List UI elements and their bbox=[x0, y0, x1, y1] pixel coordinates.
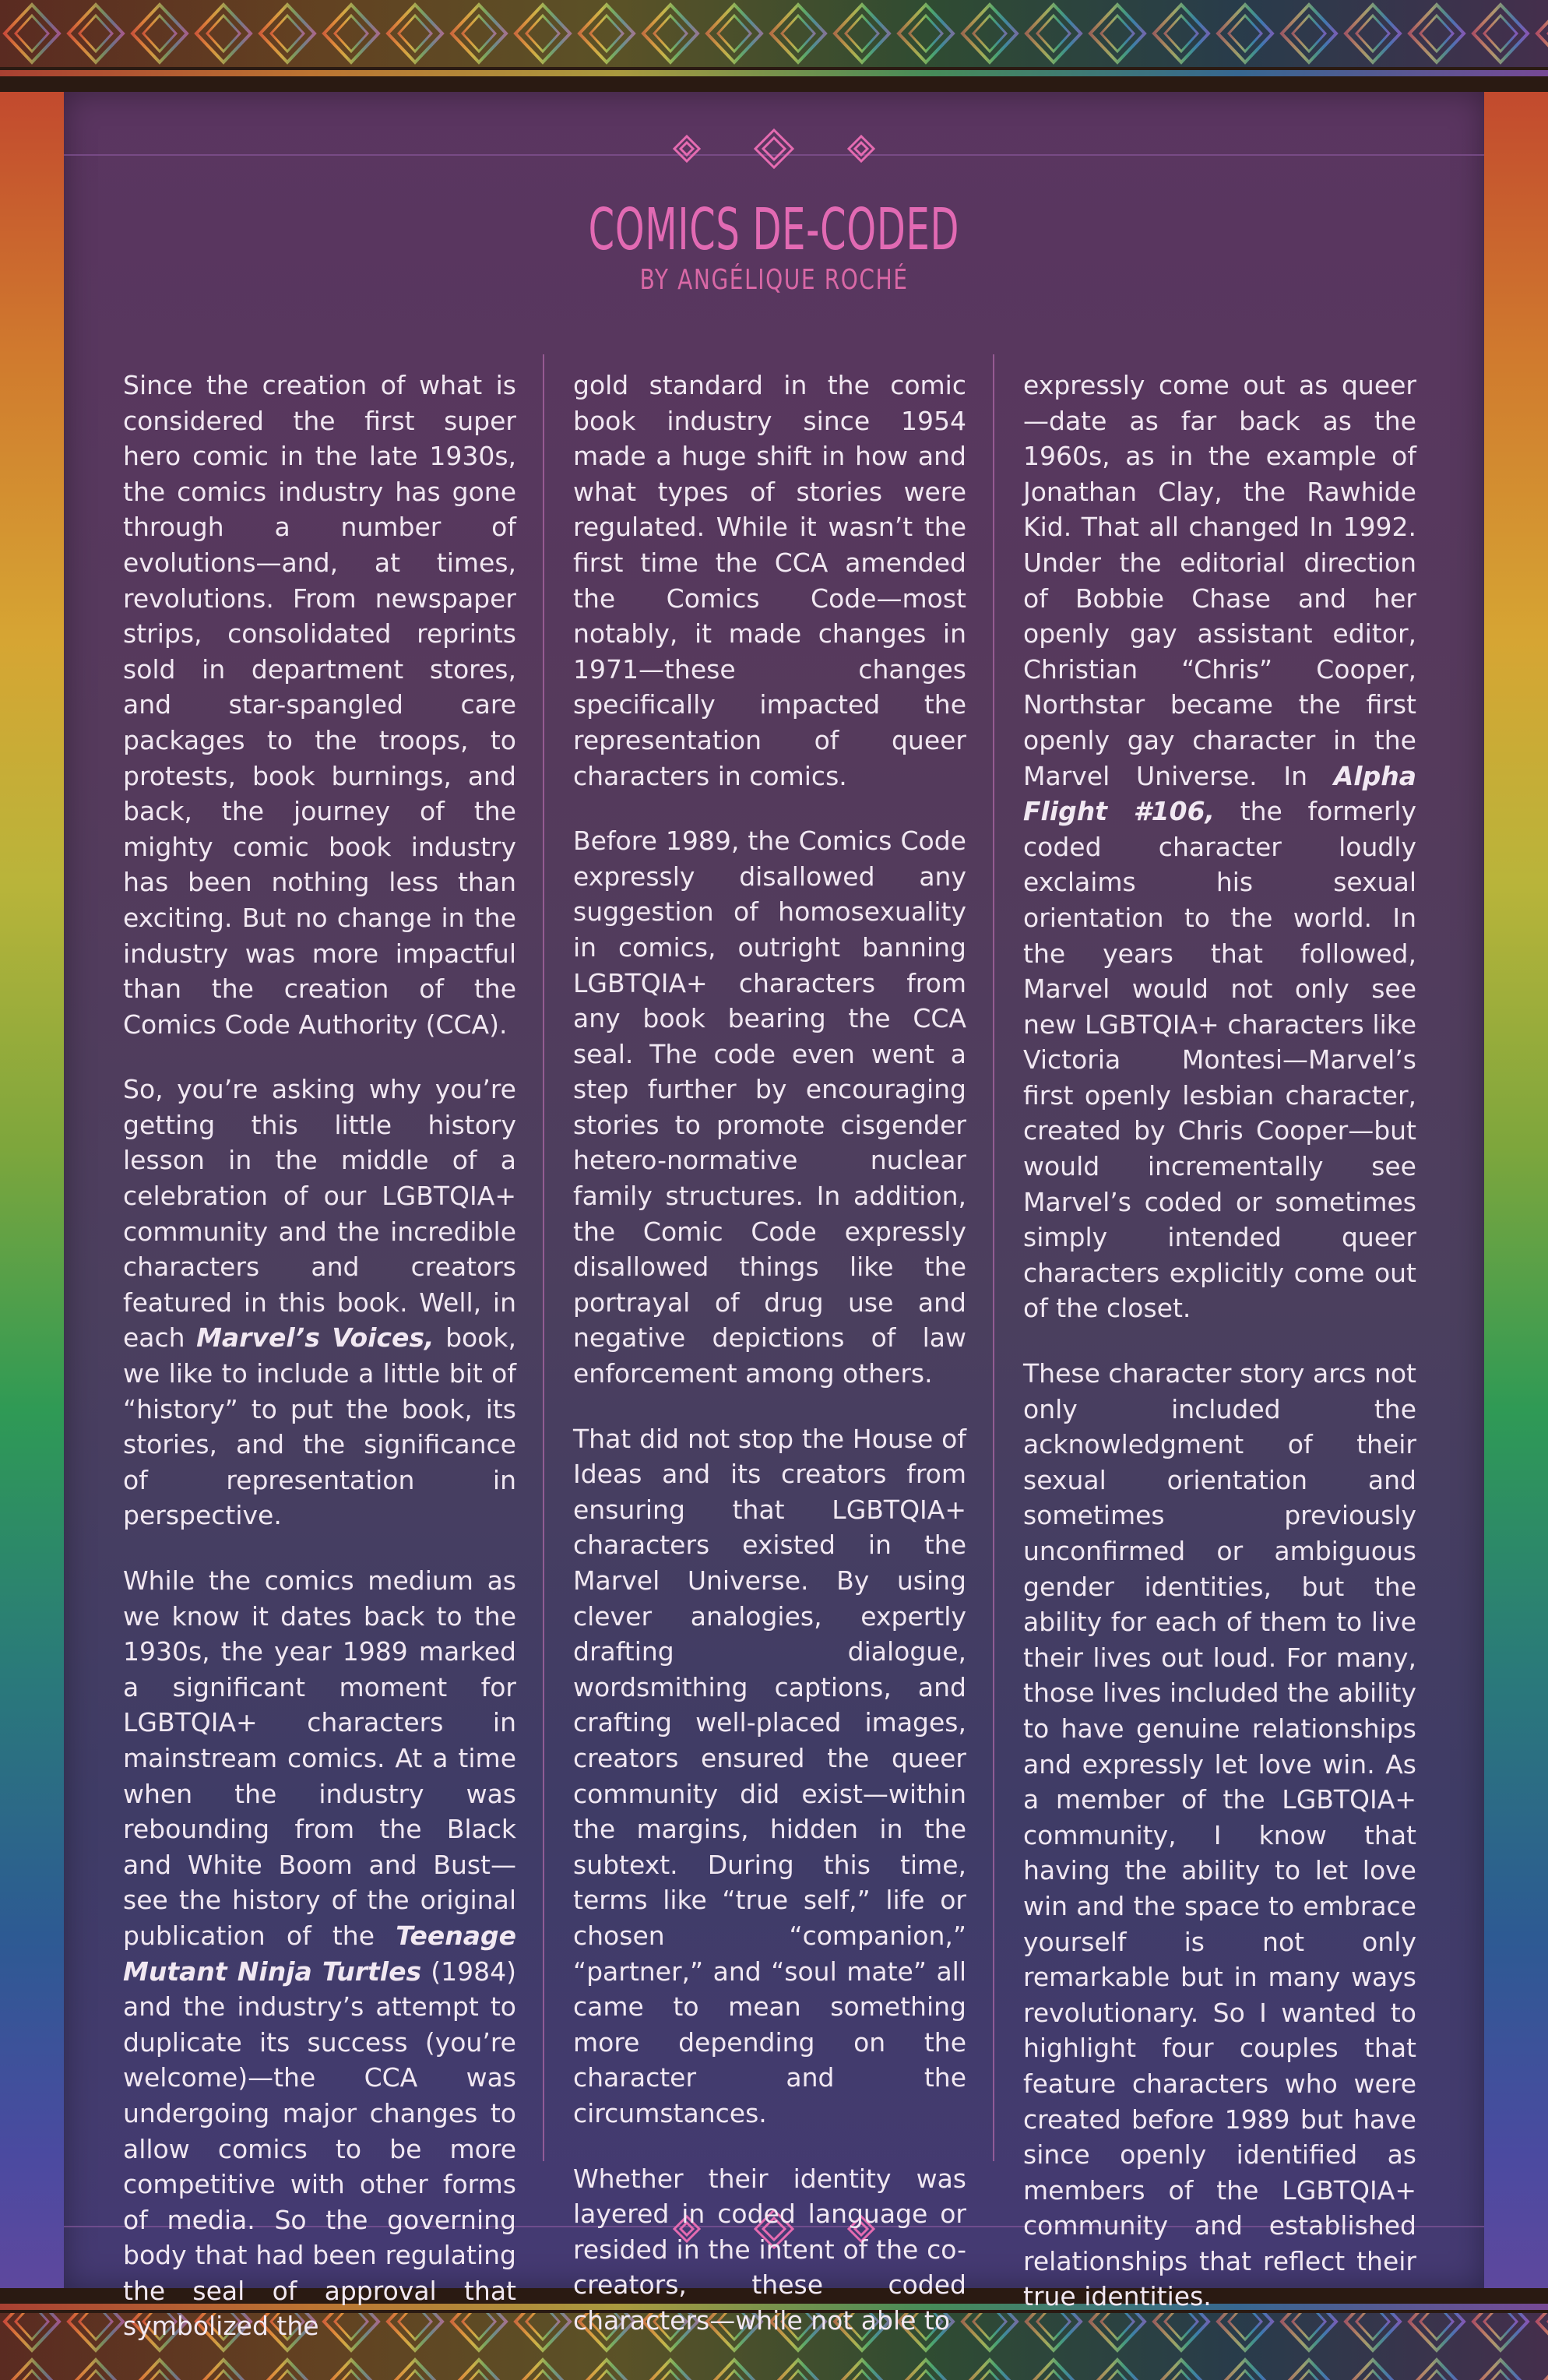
article-body bbox=[123, 368, 1416, 2342]
rainbow-rail-left bbox=[0, 92, 64, 2288]
text-run: While the comics medium as we know it dates back to the 1930s, the year 1989 marked a significant moment for LGBTQIA+ characters in mainstream comics. At a time when the industry was rebounding from the Black and White Boom and Bust—see the history of the original publication of the bbox=[123, 1565, 516, 1951]
paragraph: Since the creation of what is considered the first super hero comic in the late 1930s, the comics industry has gone through a number of evolutions—and, at times, revolutions. From newspaper strips, consolidated reprints sold in department stores, and star-spangled care packages to the troops, to protests, book burnings, and back, the journey of the mighty comic book industry has been nothing less than exciting. But no change in the industry was more impactful than the creation of the Comics Code Authority (CCA). bbox=[123, 370, 516, 1040]
article-title: COMICS DE-CODED bbox=[588, 196, 960, 263]
paragraph: Whether their identity was layered in coded language or resided in the intent of the co-creators, these coded characters—while not able to bbox=[573, 2163, 966, 2336]
column-3 bbox=[1023, 368, 1416, 2344]
paragraph bbox=[123, 1072, 516, 1533]
text-run: book, we like to include a little bit of “history” to put the book, its stories, and the significance of representation in perspective. bbox=[123, 1322, 516, 1531]
paragraph: That did not stop the House of Ideas and its creators from ensuring that LGBTQIA+ characters existed in the Marvel Universe. By using clever analogies, expertly drafting dialogue, wordsmithing captions, and crafting well-placed images, creators ensured the queer community did exist—within the margins, hidden in the subtext. During this time, terms like “true self,” life or chosen “companion,” “partner,” and “soul mate” all came to mean something more depending on the character and the circumstances. bbox=[573, 1423, 966, 2128]
title-italic: Marvel’s Voices, bbox=[196, 1322, 434, 1354]
title-italic: Teenage Mutant Ninja Turtles bbox=[123, 1920, 516, 1987]
rainbow-rail-right bbox=[1484, 92, 1548, 2288]
text-run: (1984) and the industry’s attempt to duplicate its success (you’re welcome)—the CCA was undergoing major changes to allow comics to be more competitive with other forms of media. So the governing body that had been regulating the seal of approval that symbolized the bbox=[123, 1956, 516, 2342]
top-pattern-band bbox=[0, 0, 1548, 92]
paragraph bbox=[123, 1563, 516, 2344]
top-diamond-ornament bbox=[662, 129, 886, 169]
paragraph: gold standard in the comic book industry since 1954 made a huge shift in how and what types of stories were regulated. While it wasn’t the first time the CCA amended the Comics Code—most notably, it made changes in 1971—these changes specifically impacted the representation of queer characters in comics. bbox=[573, 370, 966, 791]
text-run: the formerly coded character loudly exclaims his sexual orientation to the world. In the years that followed, Marvel would not only see new LGBTQIA+ characters like Victoria Montesi—Marvel’s first openly lesbian character, created by Chris Cooper—but would incrementally see Marvel’s coded or sometimes simply intended queer characters explicitly come out of the closet. bbox=[1023, 796, 1416, 1324]
article-byline: BY ANGÉLIQUE ROCHÉ bbox=[639, 264, 909, 296]
column-1 bbox=[123, 368, 516, 2374]
paragraph: These character story arcs not only included the acknowledgment of their sexual orientation and sometimes previously unconfirmed or ambiguous gender identities, but the ability for each of them to live their lives out loud. For many, those lives included the ability to have genuine relationships and expressly let love win. As a member of the LGBTQIA+ community, I know that having the ability to let love win and the space to embrace yourself is not only remarkable but in many ways revolutionary. So I wanted to highlight four couples that feature characters who were created before 1989 but have since openly identified as members of the LGBTQIA+ community and established relationships that reflect their true identities. bbox=[1023, 1358, 1416, 2312]
article-header bbox=[0, 196, 1548, 296]
text-run: expressly come out as queer—date as far back as the 1960s, as in the example of Jonathan Clay, the Rawhide Kid. That all changed In 1992. Under the editorial direction of Bobbie Chase and her openly gay assistant editor, Christian “Chris” Cooper, Northstar became the first openly gay character in the Marvel Universe. In bbox=[1023, 370, 1416, 791]
paragraph bbox=[1023, 368, 1416, 1326]
column-2 bbox=[573, 368, 966, 2368]
text-run: So, you’re asking why you’re getting this little history lesson in the middle of a celebration of our LGBTQIA+ community and the incredible characters and creators featured in this book. Well, in each bbox=[123, 1074, 516, 1354]
title-italic: Alpha Flight #106, bbox=[1023, 760, 1416, 827]
paragraph: Before 1989, the Comics Code expressly disallowed any suggestion of homosexuality in comics, outright banning LGBTQIA+ characters from any book bearing the CCA seal. The code even went a step further by encouraging stories to promote cisgender hetero-normative nuclear family structures. In addition, the Comic Code expressly disallowed things like the portrayal of drug use and negative depictions of law enforcement among others. bbox=[573, 826, 966, 1389]
